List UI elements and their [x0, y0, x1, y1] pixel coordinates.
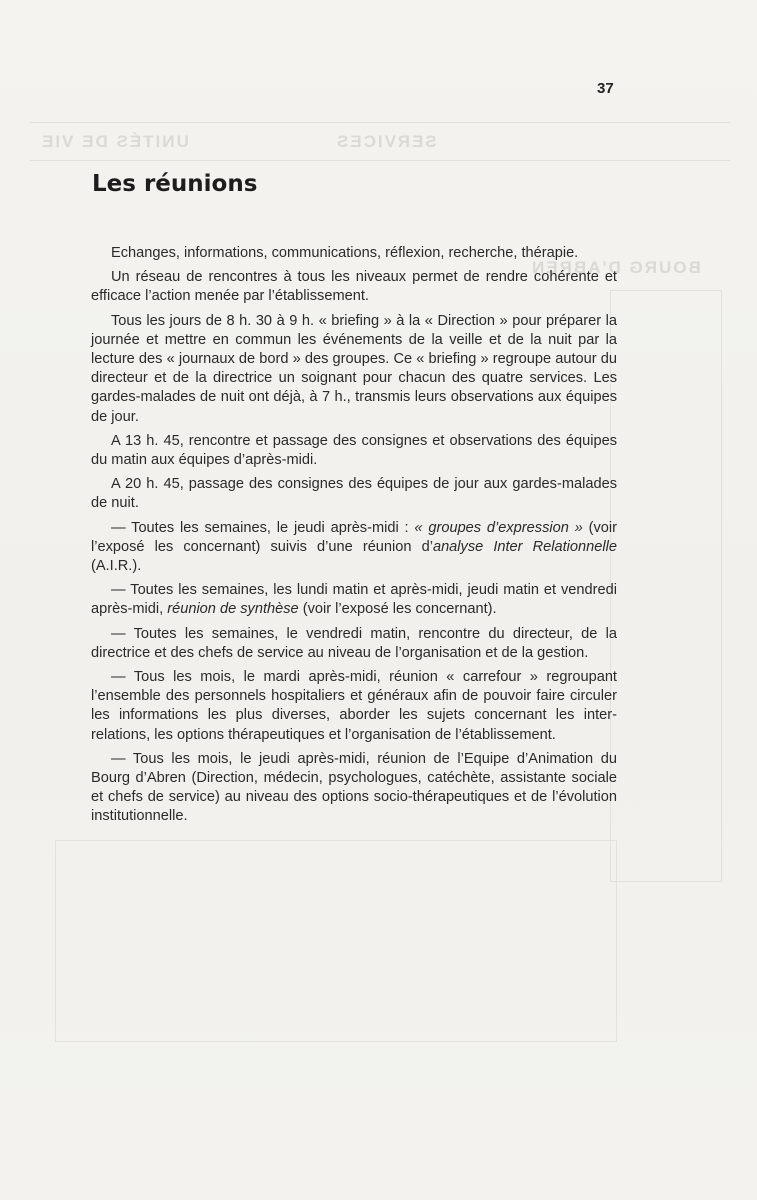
italic-term: « groupes d’expression »: [414, 519, 583, 536]
show-through-rule: [30, 122, 730, 123]
text-run: — Toutes les semaines, le jeudi après-midi :: [111, 519, 415, 536]
text-run: — Toutes les semaines, les lundi matin et après-midi, jeudi matin et vendredi après-midi,: [91, 582, 617, 618]
page-number: 37: [597, 80, 614, 97]
paragraph: [91, 268, 617, 306]
show-through-box: [55, 840, 617, 1042]
paragraph: [91, 750, 617, 827]
text-run: Echanges, informations, communications, réflexion, recherche, thérapie.: [111, 245, 579, 261]
text-run: (A.I.R.).: [91, 558, 142, 575]
text-run: Un réseau de rencontres à tous les niveaux permet de rendre cohérente et efficace l’action menée par l’établissement.: [91, 269, 617, 305]
paragraph: [91, 312, 617, 427]
paragraph: [91, 625, 617, 663]
paragraph: [91, 244, 617, 263]
italic-term: réunion de synthèse: [167, 601, 299, 618]
text-run: A 13 h. 45, rencontre et passage des consignes et observations des équipes du matin aux équipes d’après-midi.: [91, 432, 617, 469]
paragraph: [91, 475, 617, 513]
show-through-rule: [30, 160, 730, 161]
text-run: — Toutes les semaines, le vendredi matin, rencontre du directeur, de la directrice et des chefs de service au niveau de l’organisation et de la gestion.: [91, 625, 617, 661]
paragraph: [91, 581, 617, 619]
text-run: — Tous les mois, le jeudi après-midi, réunion de l’Equipe d’Animation du Bourg d’Abren (Direction, médecin, psychologues, catéchète, assistante sociale et chefs de service) au niveau des options socio-thérapeutiques et de l’évolution institutionnelle.: [91, 750, 617, 825]
italic-term: analyse Inter Relationnelle: [432, 538, 617, 555]
show-through-box: [610, 290, 722, 882]
text-run: A 20 h. 45, passage des consignes des équipes de jour aux gardes-malades de nuit.: [91, 476, 617, 512]
show-through-text: BOURG D'ABREN: [530, 258, 701, 277]
body-text: [91, 244, 617, 832]
show-through-text: UNITÉS DE VIE: [40, 132, 189, 151]
section-title: Les réunions: [92, 171, 258, 197]
show-through-text: SERVICES: [335, 132, 437, 151]
paragraph: [91, 519, 617, 577]
paragraph: [91, 432, 617, 470]
text-run: — Tous les mois, le mardi après-midi, réunion « carrefour » regroupant l’ensemble des personnels hospitaliers et généraux afin de pouvoir faire circuler les informations les plus diverses, aborder les sujets concernant les inter-relations, les options thérapeutiques et l’organisation de l’établissement.: [91, 669, 617, 743]
text-run: Tous les jours de 8 h. 30 à 9 h. « briefing » à la « Direction » pour préparer la journée et mettre en commun les événements de la veille et de la nuit par la lecture des « journaux de bord » des groupes. Ce « briefing » regroupe autour du directeur et de la directrice un soignant pour chacun des quatre services. Les gardes-malades de nuit ont déjà, à 7 h., transmis leurs observations aux équipes de jour.: [91, 312, 617, 425]
paragraph: [91, 668, 617, 745]
text-run: (voir l’exposé les concernant).: [298, 601, 497, 618]
text-run: (voir l’exposé les concernant) suivis d’une réunion d’: [91, 519, 617, 555]
